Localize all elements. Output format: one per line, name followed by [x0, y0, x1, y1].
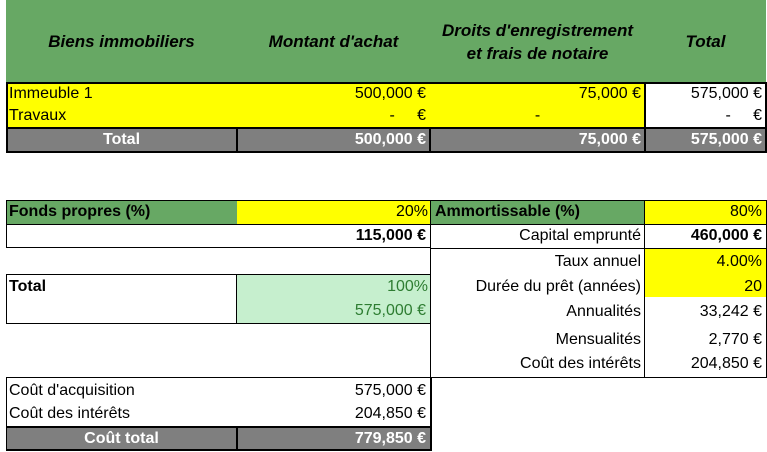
- cout-interets-label: Coût des intérêts: [520, 355, 641, 372]
- summary-interets-label: Coût des intérêts: [9, 405, 130, 422]
- row-travaux-droits[interactable]: -: [534, 107, 541, 124]
- row-immeuble-total: 575,000 €: [690, 85, 762, 102]
- row-immeuble-montant[interactable]: 500,000 €: [354, 85, 426, 102]
- duree-value[interactable]: 20: [744, 278, 762, 295]
- annualites-value: 33,242 €: [699, 303, 762, 320]
- amortissable-pct[interactable]: 80%: [645, 201, 766, 224]
- capital-label: Capital emprunté: [519, 227, 641, 244]
- table1-total-total: 575,000 €: [690, 131, 762, 148]
- cout-acquisition-value: 575,000 €: [354, 382, 426, 399]
- fonds-propres-label: Fonds propres (%): [9, 203, 151, 220]
- fonds-total-amount: 575,000 €: [354, 302, 426, 319]
- cout-acquisition-label: Coût d'acquisition: [9, 382, 135, 399]
- fonds-propres-amount: 115,000 €: [355, 227, 426, 244]
- header-total: Total: [685, 32, 726, 51]
- mensualites-value: 2,770 €: [708, 331, 762, 348]
- table1-total-montant: 500,000 €: [354, 131, 426, 148]
- header-biens-immobiliers: Biens immobiliers: [48, 32, 195, 51]
- duree-label: Durée du prêt (années): [475, 278, 641, 295]
- mensualites-label: Mensualités: [555, 331, 641, 348]
- table1-total-label: Total: [102, 131, 141, 148]
- cout-total-value: 779,850 €: [354, 430, 426, 447]
- header-montant-achat: Montant d'achat: [268, 32, 399, 51]
- row-travaux-total: - €: [725, 107, 762, 124]
- cout-total-label: Coût total: [84, 430, 159, 447]
- amortissable-label: Ammortissable (%): [435, 203, 580, 220]
- summary-interets-value: 204,850 €: [354, 405, 426, 422]
- table1-total-droits: 75,000 €: [578, 131, 641, 148]
- fonds-total-label: Total: [9, 278, 47, 295]
- capital-value: 460,000 €: [690, 227, 762, 244]
- taux-label: Taux annuel: [554, 253, 641, 270]
- fonds-propres-pct[interactable]: 20%: [237, 201, 430, 224]
- row-immeuble-droits[interactable]: 75,000 €: [578, 85, 641, 102]
- fonds-total-pct: 100%: [387, 278, 428, 295]
- row-immeuble-label: Immeuble 1: [9, 85, 93, 102]
- row-travaux-montant[interactable]: - €: [389, 107, 426, 124]
- cout-interets-value: 204,850 €: [690, 355, 762, 372]
- annualites-label: Annualités: [566, 303, 641, 320]
- taux-value[interactable]: 4.00%: [716, 253, 762, 270]
- header-droits: Droits d'enregistrement et frais de notaire: [441, 20, 634, 63]
- row-travaux-label: Travaux: [9, 107, 67, 124]
